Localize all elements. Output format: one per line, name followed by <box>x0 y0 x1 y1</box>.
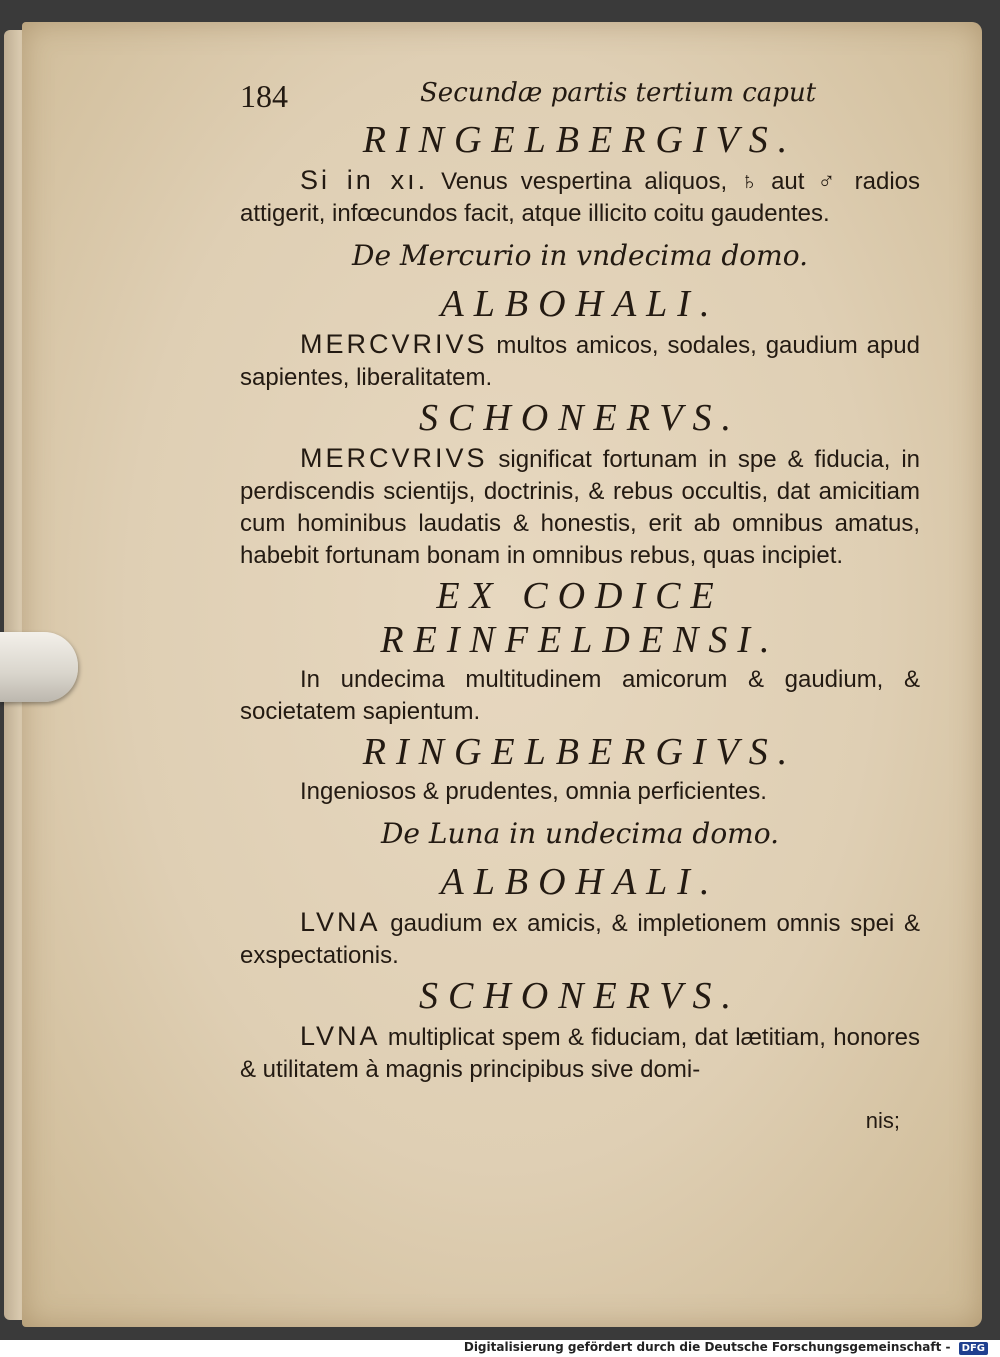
paragraph-lead: LVNA <box>300 907 381 937</box>
paragraph-text: Ingeniosos & prudentes, omnia perficientes. <box>300 778 767 805</box>
paragraph-lead: MERCVRIVS <box>300 329 488 359</box>
paragraph <box>240 1020 920 1086</box>
author-heading: SCHONERVS. <box>418 397 742 439</box>
paragraph-lead: LVNA <box>300 1021 381 1051</box>
paragraph <box>240 906 920 972</box>
author-heading: RINGELBERGIVS. <box>362 119 798 161</box>
digitization-credit <box>464 1340 988 1355</box>
paragraph <box>240 664 920 728</box>
paragraph-text: In undecima multitudinem amicorum & gaudium, & societatem sapientum. <box>240 666 920 725</box>
credit-text: Digitalisierung gefördert durch die Deutsche Forschungsgemeinschaft - <box>463 1340 951 1354</box>
paragraph-lead: Si in xı. <box>300 165 429 195</box>
paragraph-text: Venus vespertina aliquos, ♄ aut ♂ radios attigerit, infœcundos facit, atque illicito coitu gaudentes. <box>240 168 920 227</box>
catchword: nis; <box>865 1108 900 1133</box>
page-clip <box>0 632 78 702</box>
paragraph-text: multiplicat spem & fiduciam, dat lætitiam, honores & utilitatem à magnis principibus sive domi- <box>240 1024 920 1083</box>
page-number: 184 <box>240 78 288 114</box>
section-heading: De Mercurio in vndecima domo. <box>352 239 808 272</box>
paragraph-text: significat fortunam in spe & fiducia, in perdiscendis scientijs, doctrinis, & rebus occultis, dat amicitiam cum hominibus laudatis & honestis, erit ab omnibus amatus, habebit fortunam bonam in omnibus rebus, quas incipiet. <box>240 446 920 569</box>
author-heading: SCHONERVS. <box>418 975 742 1017</box>
page-text <box>240 70 920 1086</box>
paragraph-text: gaudium ex amicis, & impletionem omnis spei & exspectationis. <box>240 910 920 969</box>
paragraph-text: multos amicos, sodales, gaudium apud sapientes, liberalitatem. <box>240 332 920 391</box>
author-heading: EX CODICE REINFELDENSI. <box>380 575 780 661</box>
running-title: Secundæ partis tertium caput <box>420 78 817 108</box>
section-heading: De Luna in undecima domo. <box>380 817 779 850</box>
dfg-logo: DFG <box>959 1342 988 1355</box>
body-text <box>240 118 920 1086</box>
author-heading: RINGELBERGIVS. <box>362 731 798 773</box>
running-head <box>240 70 920 116</box>
author-heading: ALBOHALI. <box>440 283 720 325</box>
paragraph <box>240 328 920 394</box>
paragraph <box>240 776 920 808</box>
paragraph-lead: MERCVRIVS <box>300 443 488 473</box>
paragraph <box>240 442 920 572</box>
paragraph <box>240 164 920 230</box>
author-heading: ALBOHALI. <box>440 861 720 903</box>
